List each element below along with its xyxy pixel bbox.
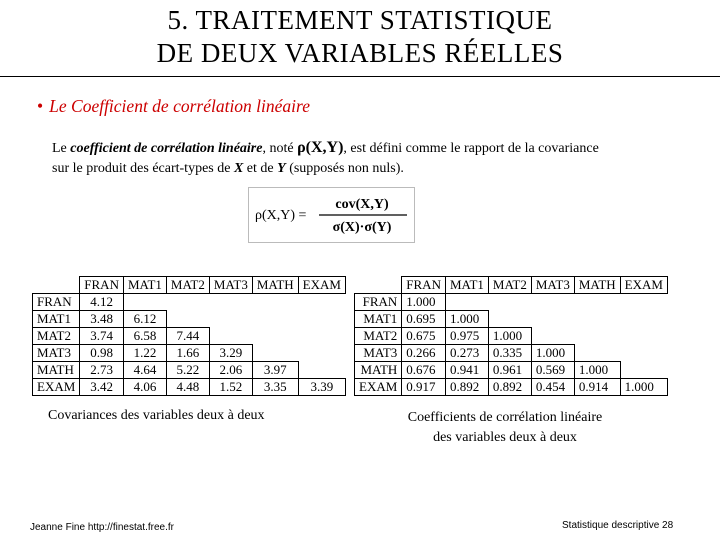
row-label: MATH: [33, 362, 80, 379]
table-header-row: [33, 277, 346, 294]
table-row: [355, 294, 668, 311]
table-header-row: [355, 277, 668, 294]
table-row: [33, 294, 346, 311]
table-cell: 0.676: [402, 362, 446, 379]
table-cell: 0.961: [488, 362, 531, 379]
definition-text: Le: [52, 141, 71, 156]
variable-x: X: [233, 161, 244, 176]
table-cell: [209, 294, 252, 311]
row-label: MAT2: [33, 328, 80, 345]
table-cell: [620, 294, 667, 311]
formula-svg: [249, 188, 414, 242]
table-cell: [574, 345, 620, 362]
row-label: MAT1: [33, 311, 80, 328]
column-header: MAT2: [166, 277, 209, 294]
row-label: MAT3: [355, 345, 402, 362]
table-cell: 0.454: [531, 379, 574, 396]
table-cell: [252, 311, 298, 328]
table-cell: 4.12: [80, 294, 124, 311]
formula-numerator: cov(X,Y): [335, 197, 389, 212]
footer-author: Jeanne Fine http://finestat.free.fr: [30, 522, 174, 533]
table-cell: 3.74: [80, 328, 124, 345]
table-row: [33, 328, 346, 345]
column-header: MAT3: [531, 277, 574, 294]
section-heading: [37, 96, 310, 117]
table-cell: [488, 294, 531, 311]
correlation-caption-line-2: des variables deux à deux: [433, 430, 577, 445]
title-line-2: DE DEUX VARIABLES RÉELLES: [156, 38, 564, 68]
table-cell: [123, 294, 166, 311]
covariance-caption: Covariances des variables deux à deux: [48, 408, 265, 423]
formula-denominator: σ(X)·σ(Y): [332, 220, 392, 235]
table-cell: [252, 345, 298, 362]
table-cell: 6.58: [123, 328, 166, 345]
table-cell: 3.42: [80, 379, 124, 396]
table-cell: [298, 311, 345, 328]
column-header: MATH: [252, 277, 298, 294]
title-rule: [0, 76, 720, 77]
page-title: [0, 4, 720, 70]
table-cell: 0.892: [488, 379, 531, 396]
table-cell: 6.12: [123, 311, 166, 328]
column-header: FRAN: [80, 277, 124, 294]
definition-text: , noté: [262, 141, 298, 156]
table-cell: [574, 311, 620, 328]
table-cell: 0.695: [402, 311, 446, 328]
table-row: [33, 345, 346, 362]
table-cell: 1.000: [620, 379, 667, 396]
table-cell: [531, 328, 574, 345]
table-cell: [531, 311, 574, 328]
table-cell: 1.22: [123, 345, 166, 362]
table-cell: 0.914: [574, 379, 620, 396]
definition-text: et de: [243, 161, 278, 176]
definition-term: coefficient de corrélation linéaire: [70, 141, 263, 156]
table-cell: [209, 328, 252, 345]
table-cell: [166, 311, 209, 328]
title-line-1: 5. TRAITEMENT STATISTIQUE: [167, 5, 553, 35]
table-cell: 0.273: [445, 345, 488, 362]
table-cell: 4.64: [123, 362, 166, 379]
table-cell: [298, 362, 345, 379]
table-cell: 0.917: [402, 379, 446, 396]
row-label: EXAM: [355, 379, 402, 396]
table-cell: 1.000: [488, 328, 531, 345]
rho-notation: ρ(X,Y): [297, 139, 344, 156]
correlation-caption-line-1: Coefficients de corrélation linéaire: [407, 410, 603, 425]
table-cell: [620, 311, 667, 328]
table-cell: 5.22: [166, 362, 209, 379]
table-cell: 1.000: [574, 362, 620, 379]
table-cell: [166, 294, 209, 311]
table-cell: [298, 345, 345, 362]
table-cell: [252, 294, 298, 311]
row-label: FRAN: [33, 294, 80, 311]
table-cell: 3.97: [252, 362, 298, 379]
definition-text: sur le produit des écart-types de: [52, 161, 234, 176]
table-row: [355, 328, 668, 345]
row-label: FRAN: [355, 294, 402, 311]
column-header: MAT3: [209, 277, 252, 294]
table-cell: 1.66: [166, 345, 209, 362]
table-row: [33, 379, 346, 396]
table-cell: 4.48: [166, 379, 209, 396]
column-header: MATH: [574, 277, 620, 294]
table-cell: 0.98: [80, 345, 124, 362]
correlation-caption: [380, 408, 630, 448]
table-cell: [620, 345, 667, 362]
footer-page: Statistique descriptive 28: [562, 520, 674, 531]
table-cell: 3.48: [80, 311, 124, 328]
table-cell: 0.675: [402, 328, 446, 345]
definition-paragraph: [52, 138, 702, 179]
column-header: EXAM: [620, 277, 667, 294]
table-cell: [445, 294, 488, 311]
table-cell: 0.975: [445, 328, 488, 345]
table-cell: 2.73: [80, 362, 124, 379]
table-cell: 0.941: [445, 362, 488, 379]
column-header: EXAM: [298, 277, 345, 294]
variable-y: Y: [277, 161, 286, 176]
table-cell: 1.000: [531, 345, 574, 362]
formula-image: [248, 187, 415, 243]
column-header: MAT1: [123, 277, 166, 294]
table-row: [355, 345, 668, 362]
table-cell: 7.44: [166, 328, 209, 345]
formula-lhs: ρ(X,Y) =: [255, 208, 307, 223]
table-cell: 0.892: [445, 379, 488, 396]
row-label: EXAM: [33, 379, 80, 396]
table-cell: [209, 311, 252, 328]
table-cell: 0.266: [402, 345, 446, 362]
row-label: MAT2: [355, 328, 402, 345]
table-cell: [298, 294, 345, 311]
definition-text: , est défini comme le rapport de la covariance: [343, 141, 599, 156]
table-row: [33, 362, 346, 379]
table-row: [355, 379, 668, 396]
table-cell: 1.000: [445, 311, 488, 328]
row-label: MATH: [355, 362, 402, 379]
table-cell: 1.52: [209, 379, 252, 396]
table-row: [355, 362, 668, 379]
table-cell: [620, 362, 667, 379]
table-cell: [574, 294, 620, 311]
table-row: [33, 311, 346, 328]
section-heading-text: Le Coefficient de corrélation linéaire: [49, 96, 310, 116]
column-header: FRAN: [402, 277, 446, 294]
table-cell: 4.06: [123, 379, 166, 396]
table-corner: [33, 277, 80, 294]
column-header: MAT2: [488, 277, 531, 294]
table-cell: [488, 311, 531, 328]
table-cell: [252, 328, 298, 345]
bullet-icon: •: [37, 96, 44, 116]
table-cell: [298, 328, 345, 345]
table-cell: 3.35: [252, 379, 298, 396]
table-cell: 3.29: [209, 345, 252, 362]
row-label: MAT1: [355, 311, 402, 328]
table-cell: 1.000: [402, 294, 446, 311]
row-label: MAT3: [33, 345, 80, 362]
table-cell: [620, 328, 667, 345]
table-cell: 3.39: [298, 379, 345, 396]
column-header: MAT1: [445, 277, 488, 294]
table-cell: 0.569: [531, 362, 574, 379]
definition-text: (supposés non nuls).: [285, 161, 404, 176]
table-corner: [355, 277, 402, 294]
table-row: [355, 311, 668, 328]
table-cell: 2.06: [209, 362, 252, 379]
table-cell: [574, 328, 620, 345]
correlation-table: [354, 276, 668, 396]
covariance-table: [32, 276, 346, 396]
table-cell: [531, 294, 574, 311]
table-cell: 0.335: [488, 345, 531, 362]
